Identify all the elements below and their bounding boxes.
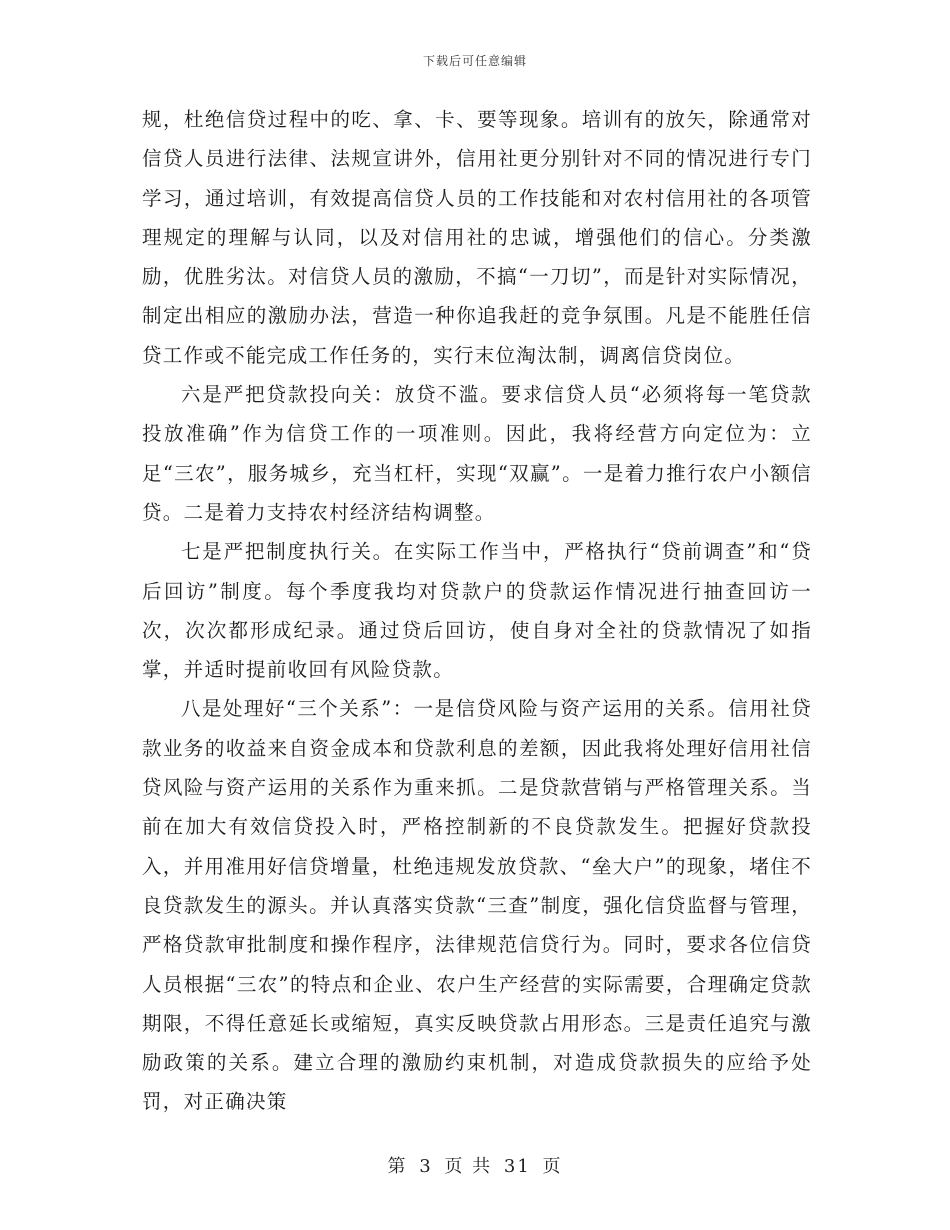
page-footer <box>0 1152 950 1178</box>
paragraph-3: 七是严把制度执行关。在实际工作当中，严格执行“贷前调查”和“贷后回访”制度。每个季度我均对贷款户的贷款运作情况进行抽查回访一次，次次都形成纪录。通过贷后回访，使自身对全社的贷款情况了如指掌，并适时提前收回有风险贷款。 <box>142 540 812 682</box>
total-page-count: 31 <box>503 1156 531 1177</box>
document-body <box>142 100 812 1122</box>
current-page-number: 3 <box>419 1156 433 1177</box>
page-header: 下载后可任意编辑 <box>422 54 527 68</box>
paragraph-4: 八是处理好“三个关系”：一是信贷风险与资产运用的关系。信用社贷款业务的收益来自资金成本和贷款利息的差额，因此我将处理好信用社信贷风险与资产运用的关系作为重来抓。二是贷款营销与严格管理关系。当前在加大有效信贷投入时，严格控制新的不良贷款发生。把握好贷款投入，并用准用好信贷增量，杜绝违规发放贷款、“垒大户”的现象，堵住不良贷款发生的源头。并认真落实贷款“三查”制度，强化信贷监督与管理，严格贷款审批制度和操作程序，法律规范信贷行为。同时，要求各位信贷人员根据“三农”的特点和企业、农户生产经营的实际需要，合理确定贷款期限，不得任意延长或缩短，真实反映贷款占用形态。三是责任追究与激励政策的关系。建立合理的激励约束机制，对造成贷款损失的应给予处罚，对正确决策 <box>142 697 812 1114</box>
footer-prefix: 第 <box>387 1156 408 1177</box>
footer-middle: 页 共 <box>444 1156 493 1177</box>
paragraph-2: 六是严把贷款投向关：放贷不滥。要求信贷人员“必须将每一笔贷款投放准确”作为信贷工作的一项准则。因此，我将经营方向定位为：立足“三农”，服务城乡，充当杠杆，实现“双赢”。一是着力推行农户小额信贷。二是着力支持农村经济结构调整。 <box>142 383 812 524</box>
footer-suffix: 页 <box>542 1156 563 1177</box>
paragraph-1: 规，杜绝信贷过程中的吃、拿、卡、要等现象。培训有的放矢，除通常对信贷人员进行法律、法规宣讲外，信用社更分别针对不同的情况进行专门学习，通过培训，有效提高信贷人员的工作技能和对农村信用社的各项管理规定的理解与认同，以及对信用社的忠诚，增强他们的信心。分类激励，优胜劣汰。对信贷人员的激励，不搞“一刀切”，而是针对实际情况，制定出相应的激励办法，营造一种你追我赶的竞争氛围。凡是不能胜任信贷工作或不能完成工作任务的，实行末位淘汰制，调离信贷岗位。 <box>142 108 812 367</box>
